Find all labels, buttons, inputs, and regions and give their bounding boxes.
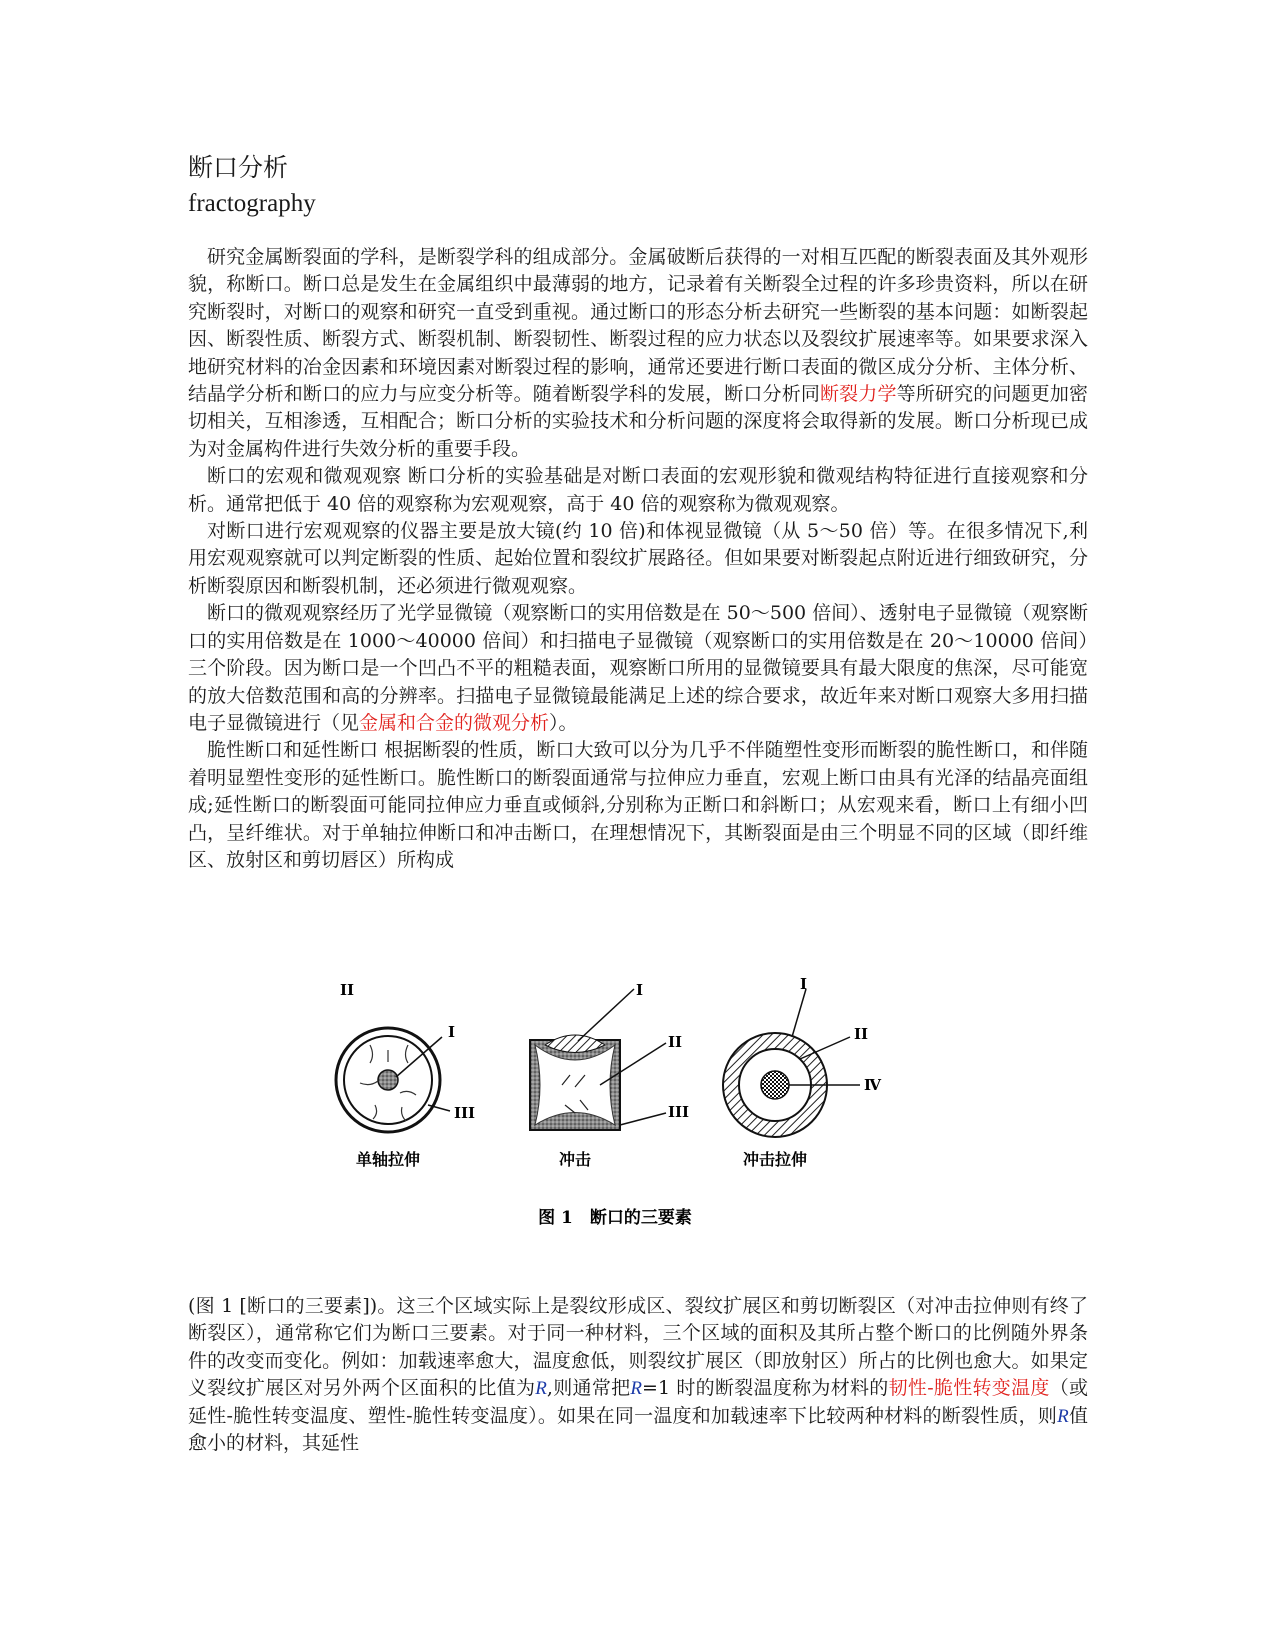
symbol-R: R — [630, 1378, 643, 1400]
page-subtitle-english: fractography — [188, 190, 316, 217]
label-impact: 冲击 — [558, 1150, 592, 1169]
paragraph-zones-text-c: =1 时的断裂温度称为材料的 — [642, 1377, 889, 1400]
impact-label-I: I — [636, 981, 644, 999]
paragraph-zones-text-b: ,则通常把 — [546, 1377, 631, 1400]
diagram-impact — [530, 981, 689, 1130]
uniaxial-label-III: III — [454, 1104, 476, 1122]
uniaxial-label-II: II — [340, 981, 355, 999]
paragraph-macro-micro: 断口的宏观和微观观察 断口分析的实验基础是对断口表面的宏观形貌和微观结构特征进行直接观察和分析。通常把低于 40 倍的观察称为宏观观察，高于 40 倍的观察称为微观观察。 — [188, 465, 1088, 515]
paragraph-intro-text-b: 等所研究的问题更加密切相关，互相渗透，互相配合；断口分析的实验技术和分析问题的深度将会取得新的发展。断口分析现已成为对金属构件进行失效分析的重要手段。 — [188, 383, 1088, 460]
label-impact-tension: 冲击拉伸 — [742, 1150, 808, 1169]
paragraph-micro-observation — [188, 600, 1088, 737]
impact-label-II: II — [668, 1033, 683, 1051]
diagram-uniaxial-tension — [336, 981, 475, 1132]
link-fracture-mechanics[interactable]: 断裂力学 — [820, 383, 897, 406]
paragraph-micro-text-a: 断口的微观观察经历了光学显微镜（观察断口的实用倍数是在 50～500 倍间）、透射电子显微镜（观察断口的实用倍数是在 1000～40000 倍间）和扫描电子显微镜（观察断口的实用倍数是在 20～10000 倍间）三个阶段。因为断口是一个凹凸不平的粗糙表面，观察断口所用的显微镜要具有最大限度的焦深，尽可能宽的放大倍数范围和高的分辨率。扫描电子显微镜最能满足上述的综合要求，故近年来对断口观察大多用扫描电子显微镜进行（见 — [188, 602, 1088, 734]
paragraph-intro — [188, 244, 1088, 463]
symbol-R: R — [535, 1378, 547, 1400]
impact-tension-label-II: II — [854, 1025, 869, 1043]
paragraph-intro-text-a: 研究金属断裂面的学科，是断裂学科的组成部分。金属破断后获得的一对相互匹配的断裂表面及其外观形貌，称断口。断口总是发生在金属组织中最薄弱的地方，记录着有关断裂全过程的许多珍贵资料，所以在研究断裂时，对断口的观察和研究一直受到重视。通过断口的形态分析去研究一些断裂的基本问题：如断裂起因、断裂性质、断裂方式、断裂机制、断裂韧性、断裂过程的应力状态以及裂纹扩展速率等。如果要求深入地研究材料的冶金因素和环境因素对断裂过程的影响，通常还要进行断口表面的微区成分分析、主体分析、结晶学分析和断口的应力与应变分析等。随着断裂学科的发展，断口分析同 — [188, 246, 1088, 406]
figure-three-zones — [330, 975, 950, 1275]
paragraph-zones-text-d: （或延性-脆性转变温度、塑性-脆性转变温度）。如果在同一温度和加载速率下比较两种材料的断裂性质，则 — [188, 1377, 1088, 1427]
paragraph-micro-text-b: ）。 — [549, 711, 578, 734]
diagram-impact-tension — [723, 975, 882, 1137]
paragraph-three-zones — [188, 1293, 1088, 1457]
link-metal-microanalysis[interactable]: 金属和合金的微观分析 — [359, 711, 550, 734]
label-uniaxial-tension: 单轴拉伸 — [355, 1150, 421, 1169]
impact-tension-label-IV: Ⅳ — [864, 1076, 882, 1094]
link-ductile-brittle-transition[interactable]: 韧性-脆性转变温度 — [888, 1377, 1050, 1400]
figure-caption: 图 1 断口的三要素 — [538, 1208, 692, 1228]
paragraph-zones-text-a: (图 1 [断口的三要素])。这三个区域实际上是裂纹形成区、裂纹扩展区和剪切断裂区（对冲击拉伸则有终了断裂区），通常称它们为断口三要素。对于同一种材料，三个区域的面积及其所占整个断口的比例随外界条件的改变而变化。例如：加载速率愈大，温度愈低，则裂纹扩展区（即放射区）所占的比例也愈大。如果定义裂纹扩展区对另外两个区面积的比值为 — [188, 1295, 1088, 1400]
paragraph-zones-text-e: 值愈小的材料，其延性 — [188, 1404, 1088, 1455]
article-body-bottom — [188, 1293, 1088, 1457]
paragraph-brittle-ductile: 脆性断口和延性断口 根据断裂的性质，断口大致可以分为几乎不伴随塑性变形而断裂的脆性断口，和伴随着明显塑性变形的延性断口。脆性断口的断裂面通常与拉伸应力垂直，宏观上断口由具有光泽的结晶亮面组成;延性断口的断裂面可能同拉伸应力垂直或倾斜,分别称为正断口和斜断口；从宏观来看，断口上有细小凹凸，呈纤维状。对于单轴拉伸断口和冲击断口，在理想情况下，其断裂面是由三个明显不同的区域（即纤维区、放射区和剪切唇区）所构成 — [188, 739, 1088, 871]
impact-tension-label-I: I — [800, 975, 808, 993]
paragraph-macro-observation: 对断口进行宏观观察的仪器主要是放大镜(约 10 倍)和体视显微镜（从 5～50 倍）等。在很多情况下,利用宏观观察就可以判定断裂的性质、起始位置和裂纹扩展路径。但如果要对断裂起点附近进行细致研究，分析断裂原因和断裂机制，还必须进行微观观察。 — [188, 520, 1088, 597]
article-body-top — [188, 244, 1088, 874]
uniaxial-label-I: I — [448, 1023, 456, 1041]
page-title: 断口分析 — [188, 153, 289, 182]
impact-label-III: III — [668, 1103, 690, 1121]
symbol-R: R — [1057, 1405, 1069, 1427]
